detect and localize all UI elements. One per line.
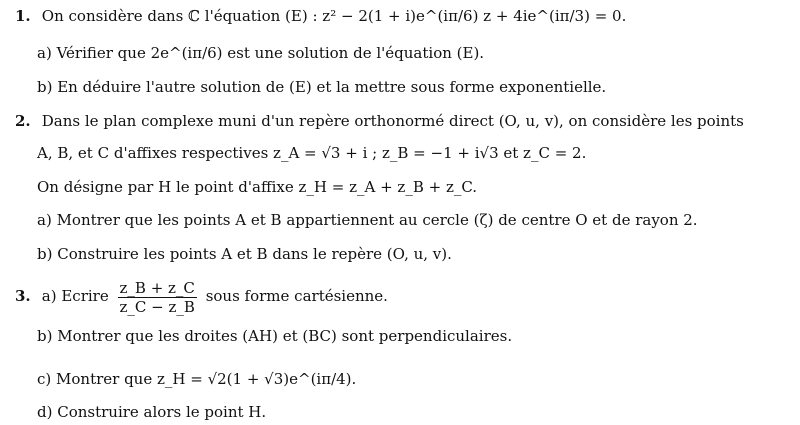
q3-fraction: [118, 279, 197, 316]
q2-h-definition: On désigne par H le point d'affixe z_H = z_A + z_B + z_C.: [37, 178, 478, 196]
q1-intro-line: [15, 6, 626, 26]
q3-a-prefix: a) Ecrire: [41, 287, 109, 305]
q1-intro: On considère dans ℂ l'équation (E) : z² − 2(1 + i)e^(iπ/6) z + 4ie^(iπ/3) = 0.: [41, 7, 627, 25]
q2-intro: Dans le plan complexe muni d'un repère orthonormé direct (O, u, v), on considère les points: [41, 112, 744, 130]
q2-intro-line: [15, 111, 744, 131]
q2-affixes: A, B, et C d'affixes respectives z_A = √3 + i ; z_B = −1 + i√3 et z_C = 2.: [37, 144, 587, 162]
q2-number: 2.: [15, 112, 31, 130]
q3-c: c) Montrer que z_H = √2(1 + √3)e^(iπ/4).: [37, 370, 357, 388]
q3-d: d) Construire alors le point H.: [37, 403, 267, 421]
q3-number: 3.: [15, 287, 31, 305]
q3-fraction-numerator: z_B + z_C: [119, 278, 195, 297]
q1-b: b) En déduire l'autre solution de (E) et la mettre sous forme exponentielle.: [37, 78, 607, 96]
q3-a-line: [15, 276, 388, 316]
q1-a: a) Vérifier que 2e^(iπ/6) est une solution de l'équation (E).: [37, 44, 485, 62]
q2-b: b) Construire les points A et B dans le repère (O, u, v).: [37, 245, 452, 263]
q1-number: 1.: [15, 7, 31, 25]
q3-a-suffix: sous forme cartésienne.: [205, 287, 388, 305]
q3-b: b) Montrer que les droites (AH) et (BC) sont perpendiculaires.: [37, 327, 513, 345]
q2-a: a) Montrer que les points A et B appartiennent au cercle (ζ) de centre O et de rayon 2.: [37, 211, 698, 229]
q3-fraction-denominator: z_C − z_B: [119, 297, 195, 316]
